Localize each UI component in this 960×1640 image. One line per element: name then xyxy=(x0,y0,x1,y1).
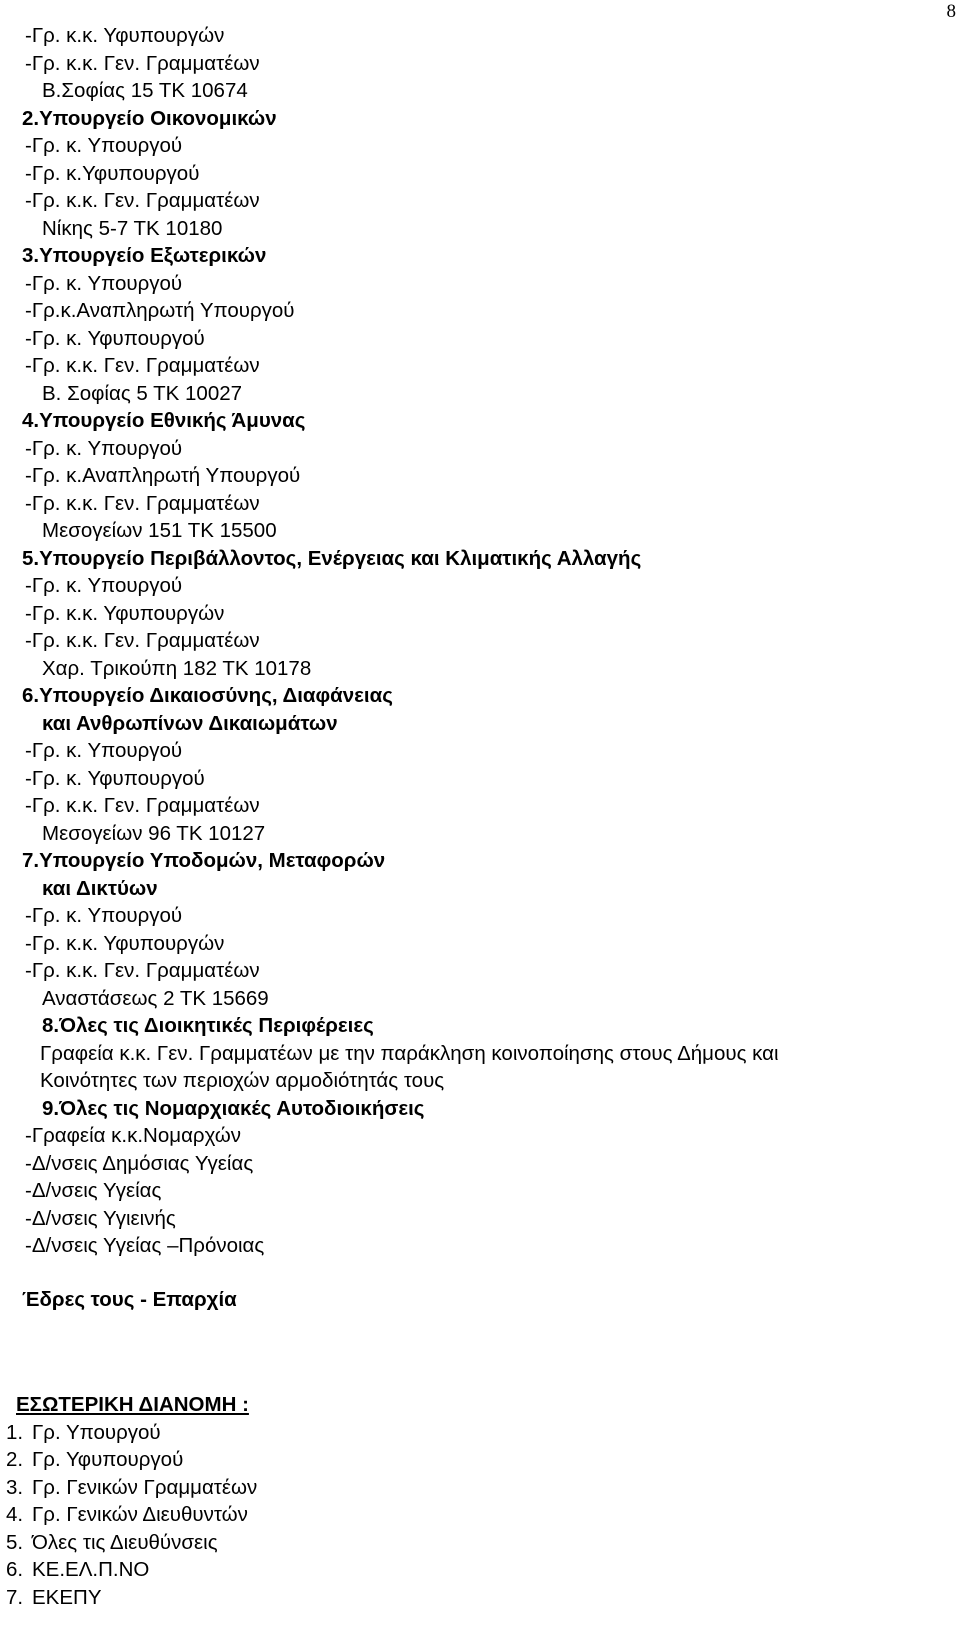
recipient-line: -Γρ. κ.Αναπληρωτή Υπουργού xyxy=(25,464,301,487)
recipient-line: -Γρ. κ.κ. Γεν. Γραμματέων xyxy=(25,189,260,212)
distribution-item-number: 3. xyxy=(6,1475,24,1499)
internal-distribution-heading: ΕΣΩΤΕΡΙΚΗ ΔΙΑΝΟΜΗ : xyxy=(16,1393,249,1416)
distribution-item-number: 7. xyxy=(6,1585,24,1609)
spacer xyxy=(22,1260,952,1286)
page-number: 8 xyxy=(946,1,956,22)
recipient-line: Β. Σοφίας 5 ΤΚ 10027 xyxy=(42,381,243,405)
prefectural-recipients xyxy=(22,1095,952,1260)
recipient-line: -Γρ. κ. Υπουργού xyxy=(25,574,183,597)
recipient-line: -Γρ. κ.κ. Γεν. Γραμματέων xyxy=(25,794,260,817)
recipient-line: -Γρ. κ. Υπουργού xyxy=(25,904,183,927)
distribution-item xyxy=(6,1419,952,1447)
internal-distribution-list xyxy=(6,1419,952,1612)
recipient-line: -Γρ. κ. Υπουργού xyxy=(25,436,183,460)
distribution-item xyxy=(6,1529,952,1557)
recipient-line: -Γρ.κ.Αναπληρωτή Υπουργού xyxy=(25,299,295,322)
distribution-item-number: 5. xyxy=(6,1530,24,1554)
distribution-item xyxy=(6,1446,952,1474)
section-heading: 9.Όλες τις Νομαρχιακές Αυτοδιοικήσεις xyxy=(42,1096,425,1120)
recipient-line: -Γρ. κ.Υφυπουργού xyxy=(25,161,200,185)
distribution-item-number: 1. xyxy=(6,1420,24,1444)
section-heading: και Ανθρωπίνων Δικαιωμάτων xyxy=(42,711,338,735)
recipient-line: -Δ/νσεις Υγιεινής xyxy=(25,1206,176,1230)
section-heading: 3.Υπουργείο Εξωτερικών xyxy=(22,244,267,267)
distribution-item xyxy=(6,1584,952,1612)
recipient-line: Χαρ. Τρικούπη 182 ΤΚ 10178 xyxy=(42,656,312,680)
recipient-line: -Γρ. κ.κ. Γεν. Γραμματέων xyxy=(25,354,260,377)
regions-offices-line-1: Γραφεία κ.κ. Γεν. Γραμματέων με την παράκληση κοινοποίησης στους Δήμους και xyxy=(40,1041,779,1065)
recipient-line: -Γρ. κ.κ. Γεν. Γραμματέων xyxy=(25,491,260,515)
section-heading: 6.Υπουργείο Δικαιοσύνης, Διαφάνειας xyxy=(22,684,393,707)
recipient-line: Μεσογείων 151 ΤΚ 15500 xyxy=(42,519,277,542)
distribution-item-text: ΕΚΕΠΥ xyxy=(32,1585,102,1609)
distribution-item xyxy=(6,1556,952,1584)
section-heading: 8.Όλες τις Διοικητικές Περιφέρειες xyxy=(42,1014,374,1037)
recipient-line: -Γρ. κ. Υφυπουργού xyxy=(25,766,205,790)
section-heading: 4.Υπουργείο Εθνικής Άμυνας xyxy=(22,409,306,432)
recipient-line: -Γρ. κ. Υπουργού xyxy=(25,134,183,157)
distribution-item-text: ΚΕ.ΕΛ.Π.ΝΟ xyxy=(32,1558,150,1581)
recipient-line: -Γρ. κ.κ. Υφυπουργών xyxy=(25,931,225,955)
distribution-item-text: Γρ. Υφυπουργού xyxy=(32,1448,184,1471)
section-heading: 5.Υπουργείο Περιβάλλοντος, Ενέργειας και Κλιματικής Αλλαγής xyxy=(22,546,642,570)
recipient-list xyxy=(6,22,952,1611)
recipient-line: -Γρ. κ. Υπουργού xyxy=(25,739,183,762)
distribution-item-text: Γρ. Γενικών Γραμματέων xyxy=(32,1475,258,1499)
regions-offices-line-2: Κοινότητες των περιοχών αρμοδιότητάς τους xyxy=(40,1069,445,1092)
recipient-line: -Γρ. κ.κ. Υφυπουργών xyxy=(25,601,225,625)
recipient-line: Αναστάσεως 2 ΤΚ 15669 xyxy=(42,986,269,1010)
section-heading: 2.Υπουργείο Οικονομικών xyxy=(22,106,277,130)
recipient-line: Νίκης 5-7 ΤΚ 10180 xyxy=(42,216,223,240)
distribution-item-text: Γρ. Γενικών Διευθυντών xyxy=(32,1503,248,1526)
recipient-line: -Γρ. κ.κ. Υφυπουργών xyxy=(25,24,225,47)
recipient-line: -Γραφεία κ.κ.Νομαρχών xyxy=(25,1124,242,1147)
recipient-line: -Δ/νσεις Δημόσιας Υγείας xyxy=(25,1151,254,1175)
distribution-item-text: Γρ. Υπουργού xyxy=(32,1420,161,1444)
distribution-item-number: 4. xyxy=(6,1503,24,1526)
seats-heading: Έδρες τους - Επαρχία xyxy=(22,1287,237,1311)
recipient-line: -Γρ. κ. Υπουργού xyxy=(25,271,183,295)
recipient-line: -Γρ. κ.κ. Γεν. Γραμματέων xyxy=(25,629,260,652)
distribution-item-text: Όλες τις Διευθύνσεις xyxy=(32,1530,218,1554)
recipient-line: Μεσογείων 96 ΤΚ 10127 xyxy=(42,821,266,845)
recipient-line: Β.Σοφίας 15 ΤΚ 10674 xyxy=(42,79,248,102)
recipient-line: -Δ/νσεις Υγείας xyxy=(25,1179,162,1202)
section-heading: 7.Υπουργείο Υποδομών, Μεταφορών xyxy=(22,849,386,872)
distribution-item xyxy=(6,1501,952,1529)
recipient-line: -Γρ. κ.κ. Γεν. Γραμματέων xyxy=(25,51,260,75)
ministry-recipients xyxy=(22,22,952,1040)
recipient-line: -Γρ. κ.κ. Γεν. Γραμματέων xyxy=(25,959,260,982)
recipient-line: -Γρ. κ. Υφυπουργού xyxy=(25,326,205,350)
distribution-item-number: 2. xyxy=(6,1448,24,1471)
section-heading: και Δικτύων xyxy=(42,876,158,900)
distribution-item xyxy=(6,1474,952,1502)
distribution-item-number: 6. xyxy=(6,1558,24,1581)
spacer xyxy=(22,1313,952,1391)
internal-distribution xyxy=(6,1391,952,1611)
recipient-line: -Δ/νσεις Υγείας –Πρόνοιας xyxy=(25,1234,265,1257)
